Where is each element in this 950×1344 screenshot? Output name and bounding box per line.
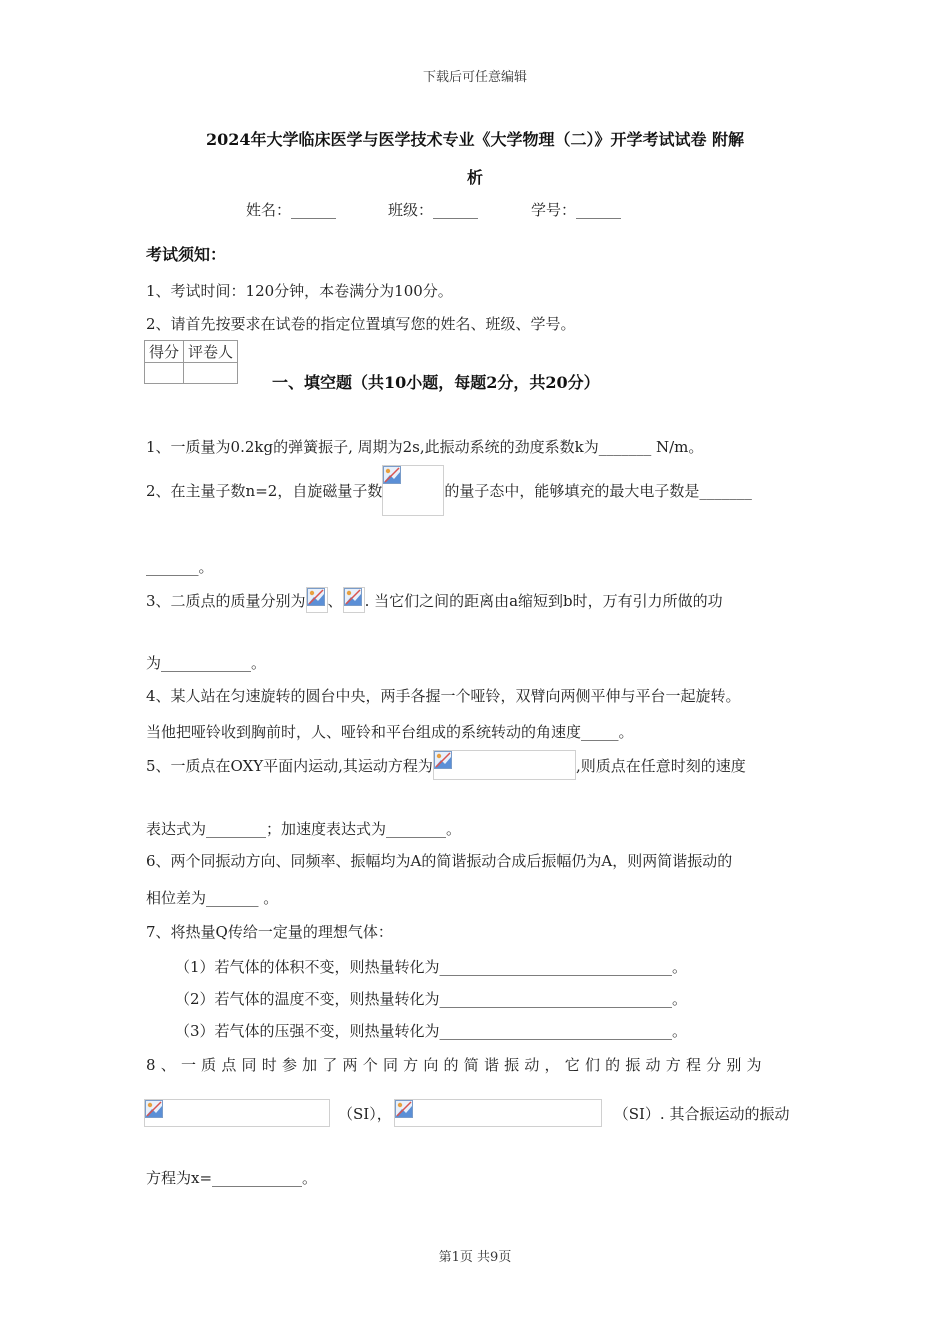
formula-image-icon [144, 1099, 330, 1127]
formula-image-icon [382, 465, 444, 516]
formula-image-icon [433, 750, 576, 780]
question-4: 4、某人站在匀速旋转的圆台中央，两手各握一个哑铃，双臂向两侧平伸与平台一起旋转。 [146, 687, 741, 705]
question-5-text-b: ,则质点在任意时刻的速度 [575, 756, 746, 775]
notice-heading: 考试须知： [146, 245, 227, 264]
formula-image-icon [343, 587, 365, 613]
score-cell [145, 363, 184, 384]
page-header: 下载后可任意编辑 [422, 70, 527, 85]
section-heading: 一、填空题（共10小题，每题2分，共20分） [272, 373, 600, 392]
question-7-part-2: （2）若气体的温度不变，则热量转化为_______________________________。 [175, 990, 688, 1008]
name-field: 姓名：______ [246, 201, 337, 219]
question-3-text-c: . 当它们之间的距离由a缩短到b时，万有引力所做的功 [364, 591, 723, 610]
question-3-continued: 为____________。 [146, 654, 267, 672]
question-2 [146, 464, 752, 516]
page-footer: 第1页 共9页 [438, 1250, 512, 1265]
question-5-text-a: 5、一质点在OXY平面内运动,其运动方程为 [146, 756, 433, 775]
question-6-continued: 相位差为_______ 。 [146, 889, 279, 907]
student-id-field: 学号：______ [531, 201, 622, 219]
question-7-part-1: （1）若气体的体积不变，则热量转化为_______________________________。 [175, 958, 688, 976]
question-5-continued: 表达式为________；加速度表达式为________。 [146, 820, 462, 838]
class-field: 班级：______ [388, 201, 479, 219]
question-6: 6、两个同振动方向、同频率、振幅均为A的简谐振动合成后振幅仍为A，则两简谐振动的 [146, 852, 733, 870]
question-8: 8、一质点同时参加了两个同方向的简谐振动，它们的振动方程分别为 [146, 1056, 767, 1074]
question-7-part-3: （3）若气体的压强不变，则热量转化为_______________________________。 [175, 1022, 688, 1040]
question-8-text-b: （SI）， [338, 1104, 392, 1123]
grader-header: 评卷人 [184, 341, 238, 363]
formula-image-icon [306, 587, 328, 613]
notice-item-2: 2、请首先按要求在试卷的指定位置填写您的姓名、班级、学号。 [146, 315, 576, 333]
question-2-text-b: 的量子态中，能够填充的最大电子数是_______ [444, 481, 752, 500]
question-5 [146, 750, 746, 780]
question-3 [146, 585, 723, 615]
question-7: 7、将热量Q传给一定量的理想气体： [146, 923, 393, 941]
question-2-continued: _______。 [146, 558, 214, 576]
score-header: 得分 [145, 341, 184, 363]
exam-title-line1: 2024年大学临床医学与医学技术专业《大学物理（二）》开学考试试卷 附解 [205, 130, 745, 149]
question-8-continued: 方程为x=____________。 [146, 1169, 318, 1187]
question-2-text-a: 2、在主量子数n=2，自旋磁量子数 [146, 481, 383, 500]
exam-title-line2: 析 [466, 168, 483, 187]
question-8-text-c: （SI）. 其合振运动的振动 [613, 1104, 790, 1123]
question-3-text-b: 、 [327, 591, 343, 610]
score-table [144, 340, 238, 384]
formula-image-icon [394, 1099, 602, 1127]
question-1: 1、一质量为0.2kg的弹簧振子, 周期为2s,此振动系统的劲度系数k为_______ N/m。 [146, 438, 704, 456]
question-3-text-a: 3、二质点的质量分别为 [146, 591, 306, 610]
grader-cell [184, 363, 238, 384]
question-4-continued: 当他把哑铃收到胸前时，人、哑铃和平台组成的系统转动的角速度_____。 [146, 723, 634, 741]
notice-item-1: 1、考试时间：120分钟，本卷满分为100分。 [146, 282, 453, 300]
question-8-formulas [144, 1098, 789, 1128]
